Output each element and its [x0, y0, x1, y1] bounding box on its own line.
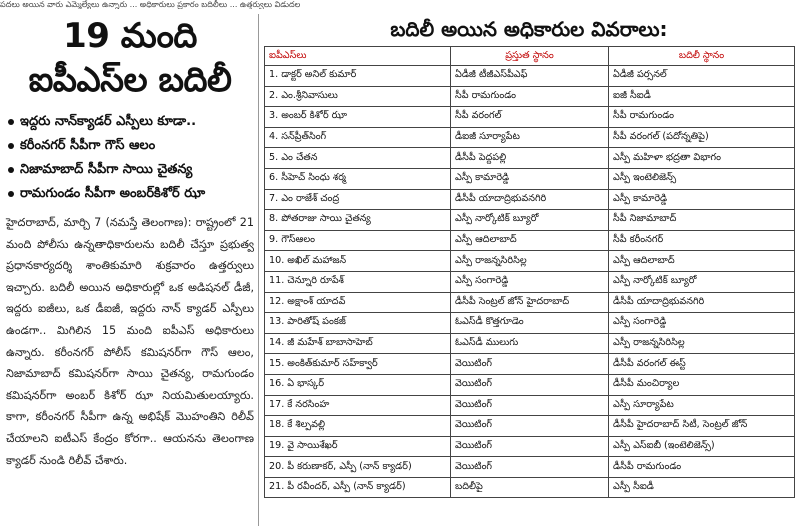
officer-name-cell: 7. ఎం రాజేశ్ చంద్ర — [265, 189, 451, 210]
table-row — [265, 107, 795, 128]
headline-line-1: 19 మంది — [63, 16, 197, 56]
table-row — [265, 436, 795, 457]
current-post-cell: ఓఎస్‌డీ ములుగు — [451, 333, 609, 354]
article-body: హైదరాబాద్, మార్చి 7 (నమస్తే తెలంగాణ): రాష్ట్రంలో 21 మంది పోలీసు ఉన్నతాధికారులను బదిలీ చేస్తూ ప్రభుత్వ ప్రధానకార్యదర్శి శాంతికుమారి శుక్రవారం ఉత్తర్వులు ఇచ్చారు. బదిలీ అయిన అధికారుల్లో ఒక అడిషనల్ డీజీ, ఇద్దరు ఐజీలు, ఒక డీఐజీ, ఇద్దరు నాన్ క్యాడర్ ఎస్పీలు ఉండగా.. మిగిలిన 15 మంది ఐపీఎస్ అధికారులు ఉన్నారు. కరీంనగర్ పోలీస్ కమిషనర్‌గా గౌస్ ఆలం, నిజామాబాద్ కమిషనర్‌గా సాయి చైతన్య, రామగుండం కమిషనర్‌గా అంబర్ కిశోర్ ఝా నియమితులయ్యారు. కాగా, కరీంనగర్ సీపీగా ఉన్న అభిషేక్ మొహంతిని రిలీవ్ చేయాలని ఐటీఎస్ కేంద్రం కోరగా.. ఆయనను తెలంగాణ క్యాడర్ నుండి రిలీవ్ చేశారు. — [6, 216, 254, 467]
officer-name-cell: 20. పీ కరుణాకర్, ఎస్పీ (నాన్ క్యాడర్) — [265, 457, 451, 478]
officer-name-cell: 1. డాక్టర్ అనిల్ కుమార్ — [265, 66, 451, 87]
bullet-dot-icon — [8, 167, 14, 173]
headline-line-2: ఐపీఎస్‌ల బదిలీ — [28, 60, 232, 100]
table-header-row — [265, 47, 795, 66]
current-post-cell: ఎస్పీ సంగారెడ్డి — [451, 271, 609, 292]
officer-name-cell: 10. అఖిల్ మహాజన్ — [265, 251, 451, 272]
officer-name-cell: 2. ఎం.శ్రీనివాసులు — [265, 86, 451, 107]
officer-name-cell: 8. పోతరాజు సాయి చైతన్య — [265, 210, 451, 231]
new-post-cell: ఏడీజీ పర్సనల్ — [609, 66, 795, 87]
table-row — [265, 395, 795, 416]
table-title: బదిలీ అయిన అధికారుల వివరాలు: — [390, 17, 668, 41]
current-post-cell: ఎస్పీ రాజన్నసిరిసిల్ల — [451, 251, 609, 272]
table-row — [265, 416, 795, 437]
officer-name-cell: 17. కే నరసింహ — [265, 395, 451, 416]
officer-name-cell: 21. పీ రవీందర్, ఎస్పీ (నాన్ క్యాడర్) — [265, 477, 451, 498]
bullet-text: ఇద్దరు నాన్‌క్యాడర్ ఎస్పీలు కూడా.. — [20, 114, 197, 129]
article-column — [6, 14, 254, 526]
officer-name-cell: 6. సీహెచ్ సింధు శర్మ — [265, 168, 451, 189]
current-post-cell: ఎస్పీ నార్కోటిక్ బ్యూరో — [451, 210, 609, 231]
new-post-cell: ఎస్పీ కామారెడ్డి — [609, 189, 795, 210]
new-post-cell: ఎస్పీ రాజన్నసిరిసిల్ల — [609, 333, 795, 354]
current-post-cell: బదిలీపై — [451, 477, 609, 498]
header-officers: ఐపీఎస్‌లు — [265, 47, 451, 66]
bullet-list — [6, 110, 254, 206]
officer-name-cell: 14. జీ మహేశ్ బాబాసాహెబ్ — [265, 333, 451, 354]
column-divider — [258, 14, 259, 526]
bullet-text: కరీంనగర్ సీపీగా గౌస్ ఆలం — [20, 138, 156, 153]
current-post-cell: వెయిటింగ్ — [451, 395, 609, 416]
new-post-cell: డీసీపీ వరంగల్ ఈస్ట్ — [609, 354, 795, 375]
current-post-cell: ఓఎస్‌డీ కొత్తగూడెం — [451, 313, 609, 334]
table-row — [265, 292, 795, 313]
table-row — [265, 127, 795, 148]
table-row — [265, 271, 795, 292]
new-post-cell: డీసీపీ యాదాద్రిభువనగిరి — [609, 292, 795, 313]
officer-name-cell: 13. పారితోష్ పంకజ్ — [265, 313, 451, 334]
new-post-cell: ఎస్పీ సీఐడీ — [609, 477, 795, 498]
transfer-table — [264, 46, 795, 498]
bullet-text: నిజామాబాద్ సీపీగా సాయి చైతన్య — [20, 162, 193, 177]
bullet-item — [6, 134, 254, 158]
headline — [6, 14, 254, 102]
current-post-cell: ఏడీజీ టీజీఎస్‌పీఎఫ్ — [451, 66, 609, 87]
table-row — [265, 148, 795, 169]
new-post-cell: సీపీ కరీంనగర్ — [609, 230, 795, 251]
bullet-dot-icon — [8, 143, 14, 149]
table-row — [265, 210, 795, 231]
new-post-cell: సీపీ నిజామాబాద్ — [609, 210, 795, 231]
bullet-item — [6, 110, 254, 134]
table-row — [265, 230, 795, 251]
header-new-post: బదిలీ స్థానం — [609, 47, 795, 66]
table-row — [265, 189, 795, 210]
table-row — [265, 86, 795, 107]
current-post-cell: వెయిటింగ్ — [451, 416, 609, 437]
new-post-cell: ఎస్పీ మహిళా భద్రతా విభాగం — [609, 148, 795, 169]
new-post-cell: ఐజీ సీఐడీ — [609, 86, 795, 107]
current-post-cell: సీపీ వరంగల్ — [451, 107, 609, 128]
new-post-cell: డీసీపీ మంచిర్యాల — [609, 374, 795, 395]
officer-name-cell: 18. కే శిల్పవల్లి — [265, 416, 451, 437]
officer-name-cell: 12. అక్షాంశ్ యాదవ్ — [265, 292, 451, 313]
officer-name-cell: 19. వై సాయిశేఖర్ — [265, 436, 451, 457]
new-post-cell: ఎస్పీ సూర్యాపేట — [609, 395, 795, 416]
table-row — [265, 168, 795, 189]
current-post-cell: డీసీపీ పెద్దపల్లి — [451, 148, 609, 169]
new-post-cell: ఎస్పీ నార్కోటిక్ బ్యూరో — [609, 271, 795, 292]
officer-name-cell: 9. గౌస్‌ఆలం — [265, 230, 451, 251]
officer-name-cell: 3. అంబర్ కిశోర్ ఝా — [265, 107, 451, 128]
new-post-cell: డీసీపీ హైదరాబాద్ సిటీ, సెంట్రల్ జోన్ — [609, 416, 795, 437]
current-post-cell: వెయిటింగ్ — [451, 457, 609, 478]
new-post-cell: ఎస్పీ ఆదిలాబాద్ — [609, 251, 795, 272]
table-row — [265, 313, 795, 334]
bullet-item — [6, 182, 254, 206]
new-post-cell: ఎస్పీ ఎస్ఐబీ (ఇంటెలిజెన్స్) — [609, 436, 795, 457]
table-row — [265, 354, 795, 375]
new-post-cell: సీపీ రామగుండం — [609, 107, 795, 128]
current-post-cell: వెయిటింగ్ — [451, 374, 609, 395]
officer-name-cell: 11. చెన్నూరి రూపేశ్ — [265, 271, 451, 292]
bullet-dot-icon — [8, 119, 14, 125]
top-strip-text: పదలు అయిన వారు ఎమ్మెల్యేలు ఉన్నారు ... అధికారులు ప్రకారం బదిలీలు ... ఉత్తర్వులు విడుదల — [0, 0, 301, 9]
current-post-cell: వెయిటింగ్ — [451, 354, 609, 375]
bullet-dot-icon — [8, 191, 14, 197]
table-row — [265, 66, 795, 87]
officer-name-cell: 5. ఎం చేతన — [265, 148, 451, 169]
current-post-cell: ఎస్పీ ఆదిలాబాద్ — [451, 230, 609, 251]
table-row — [265, 457, 795, 478]
header-current-post: ప్రస్తుత స్థానం — [451, 47, 609, 66]
new-post-cell: డీసీపీ రామగుండం — [609, 457, 795, 478]
table-row — [265, 477, 795, 498]
officer-name-cell: 15. అంకిత్‌కుమార్ సహ్‌క్వార్ — [265, 354, 451, 375]
bullet-text: రామగుండం సీపీగా అంబర్‌కిశోర్ ఝా — [20, 186, 206, 201]
current-post-cell: డీసీపీ సెంట్రల్ జోన్ హైదరాబాద్ — [451, 292, 609, 313]
table-body — [265, 66, 795, 498]
current-post-cell: డీసీపీ యాదాద్రిభువనగిరి — [451, 189, 609, 210]
current-post-cell: వెయిటింగ్ — [451, 436, 609, 457]
new-post-cell: సీపీ వరంగల్ (పదోన్నతిపై) — [609, 127, 795, 148]
transfer-table-section — [264, 14, 794, 498]
officer-name-cell: 16. ఏ భాస్కర్ — [265, 374, 451, 395]
officer-name-cell: 4. సన్‌ప్రీత్‌సింగ్ — [265, 127, 451, 148]
current-post-cell: డీఐజీ సూర్యాపేట — [451, 127, 609, 148]
table-row — [265, 333, 795, 354]
new-post-cell: ఎస్పీ సంగారెడ్డి — [609, 313, 795, 334]
bullet-item — [6, 158, 254, 182]
current-post-cell: సీపీ రామగుండం — [451, 86, 609, 107]
current-post-cell: ఎస్పీ కామారెడ్డి — [451, 168, 609, 189]
table-row — [265, 251, 795, 272]
new-post-cell: ఎస్పీ ఇంటెలిజెన్స్ — [609, 168, 795, 189]
table-row — [265, 374, 795, 395]
